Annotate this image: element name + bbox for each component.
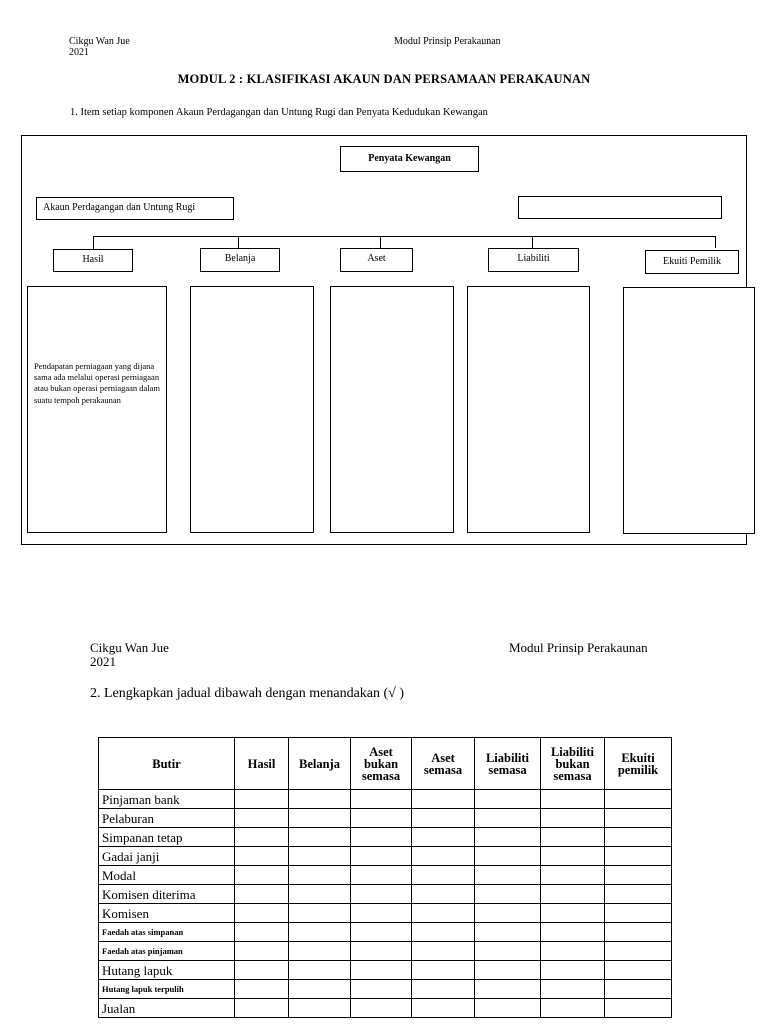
checkbox-cell[interactable] [235,904,289,923]
description-hasil: Pendapatan perniagaan yang dijana sama ada melalui operasi perniagaan atau bukan operasi perniagaan dalam suatu tempoh perakaunan [34,361,161,405]
checkbox-cell[interactable] [412,828,475,847]
description-box-belanja [190,286,314,533]
branch-akaun-perdagangan: Akaun Perdagangan dan Untung Rugi [36,197,234,220]
root-node-penyata-kewangan: Penyata Kewangan [340,146,479,172]
checkbox-cell[interactable] [541,790,605,809]
row-item-label: Faedah atas simpanan [99,923,235,942]
checkbox-cell[interactable] [351,809,412,828]
checkbox-cell[interactable] [289,809,351,828]
row-item-label: Pelaburan [99,809,235,828]
row-item-label: Faedah atas pinjaman [99,942,235,961]
checkbox-cell[interactable] [412,961,475,980]
table-row [99,980,672,999]
checkbox-cell[interactable] [541,809,605,828]
checkbox-cell[interactable] [351,961,412,980]
checkbox-cell[interactable] [351,942,412,961]
description-box-liabiliti [467,286,590,533]
row-item-label: Komisen diterima [99,885,235,904]
page1-header-module: Modul Prinsip Perakaunan [394,36,501,47]
column-header: Liabiliti bukan semasa [541,738,605,790]
column-header: Ekuiti pemilik [605,738,672,790]
row-item-label: Gadai janji [99,847,235,866]
classification-table [98,737,672,1018]
checkbox-cell[interactable] [351,980,412,999]
page2-header-author: Cikgu Wan Jue 2021 [90,640,169,669]
column-header: Aset semasa [412,738,475,790]
column-header: Liabiliti semasa [475,738,541,790]
checkbox-cell[interactable] [475,828,541,847]
checkbox-cell[interactable] [605,885,672,904]
leaf-aset: Aset [340,248,413,272]
connector-aset [380,236,381,248]
column-header: Aset bukan semasa [351,738,412,790]
checkbox-cell[interactable] [412,980,475,999]
row-item-label: Jualan [99,999,235,1018]
connector-horizontal [93,236,716,237]
checkbox-cell[interactable] [605,790,672,809]
table-row [99,923,672,942]
checkbox-cell[interactable] [605,847,672,866]
connector-hasil [93,236,94,249]
checkbox-cell[interactable] [412,847,475,866]
checkbox-cell[interactable] [351,999,412,1018]
checkbox-cell[interactable] [351,885,412,904]
checkbox-cell[interactable] [475,790,541,809]
checkbox-cell[interactable] [289,866,351,885]
checkbox-cell[interactable] [541,828,605,847]
checkbox-cell[interactable] [351,904,412,923]
checkbox-cell[interactable] [351,790,412,809]
table-row [99,828,672,847]
checkbox-cell[interactable] [235,999,289,1018]
description-box-hasil [27,286,167,533]
checkbox-cell[interactable] [605,866,672,885]
checkbox-cell[interactable] [351,847,412,866]
checkbox-cell[interactable] [475,923,541,942]
row-item-label: Hutang lapuk terpulih [99,980,235,999]
checkbox-cell[interactable] [235,923,289,942]
branch-blank-box [518,196,722,219]
table-row [99,942,672,961]
checkbox-cell[interactable] [605,904,672,923]
checkbox-cell[interactable] [412,809,475,828]
leaf-liabiliti: Liabiliti [488,248,579,272]
checkbox-cell[interactable] [605,942,672,961]
checkbox-cell[interactable] [351,923,412,942]
checkbox-cell[interactable] [289,904,351,923]
checkbox-cell[interactable] [475,809,541,828]
table-row [99,961,672,980]
checkbox-cell[interactable] [289,961,351,980]
checkbox-cell[interactable] [475,961,541,980]
checkbox-cell[interactable] [605,961,672,980]
table-row [99,847,672,866]
row-item-label: Hutang lapuk [99,961,235,980]
checkbox-cell[interactable] [475,942,541,961]
checkbox-cell[interactable] [289,790,351,809]
checkbox-cell[interactable] [541,904,605,923]
checkbox-cell[interactable] [289,923,351,942]
diagram-frame [21,135,747,545]
connector-ekuiti [715,236,716,248]
description-box-ekuiti [623,287,755,534]
checkbox-cell[interactable] [412,790,475,809]
page1-header-author: Cikgu Wan Jue 2021 [69,36,130,58]
checkbox-cell[interactable] [289,885,351,904]
checkbox-cell[interactable] [235,866,289,885]
checkbox-cell[interactable] [289,999,351,1018]
table-row [99,790,672,809]
checkbox-cell[interactable] [605,923,672,942]
checkbox-cell[interactable] [289,942,351,961]
checkbox-cell[interactable] [541,866,605,885]
table-row [99,866,672,885]
checkbox-cell[interactable] [541,961,605,980]
checkbox-cell[interactable] [541,980,605,999]
checkbox-cell[interactable] [412,904,475,923]
checkbox-cell[interactable] [412,923,475,942]
checkbox-cell[interactable] [605,980,672,999]
row-item-label: Komisen [99,904,235,923]
leaf-hasil: Hasil [53,249,133,272]
checkbox-cell[interactable] [475,999,541,1018]
table-header-row [99,738,672,790]
checkbox-cell[interactable] [235,828,289,847]
checkbox-cell[interactable] [235,980,289,999]
checkbox-cell[interactable] [475,980,541,999]
row-item-label: Pinjaman bank [99,790,235,809]
leaf-ekuiti-pemilik: Ekuiti Pemilik [645,250,739,274]
checkbox-cell[interactable] [475,866,541,885]
table-row [99,904,672,923]
table-row [99,885,672,904]
question-2: 2. Lengkapkan jadual dibawah dengan menandakan (√ ) [90,686,405,701]
page2-header-module: Modul Prinsip Perakaunan [509,640,648,655]
checkbox-cell[interactable] [412,942,475,961]
checkbox-cell[interactable] [289,828,351,847]
checkbox-cell[interactable] [605,828,672,847]
column-header: Butir [99,738,235,790]
connector-belanja [238,236,239,248]
checkbox-cell[interactable] [235,885,289,904]
column-header: Hasil [235,738,289,790]
checkbox-cell[interactable] [235,961,289,980]
checkbox-cell[interactable] [235,809,289,828]
checkbox-cell[interactable] [235,790,289,809]
question-1: 1. Item setiap komponen Akaun Perdagangan dan Untung Rugi dan Penyata Kedudukan Kewangan [70,107,488,118]
checkbox-cell[interactable] [351,866,412,885]
checkbox-cell[interactable] [605,999,672,1018]
checkbox-cell[interactable] [289,980,351,999]
checkbox-cell[interactable] [541,885,605,904]
checkbox-cell[interactable] [289,847,351,866]
checkbox-cell[interactable] [412,866,475,885]
table-row [99,999,672,1018]
column-header: Belanja [289,738,351,790]
page-title: MODUL 2 : KLASIFIKASI AKAUN DAN PERSAMAAN PERAKAUNAN [177,72,591,86]
checkbox-cell[interactable] [475,885,541,904]
checkbox-cell[interactable] [235,942,289,961]
checkbox-cell[interactable] [412,885,475,904]
checkbox-cell[interactable] [541,999,605,1018]
checkbox-cell[interactable] [412,999,475,1018]
table-row [99,809,672,828]
connector-liabiliti [532,236,533,248]
row-item-label: Simpanan tetap [99,828,235,847]
checkbox-cell[interactable] [351,828,412,847]
checkbox-cell[interactable] [541,942,605,961]
checkbox-cell[interactable] [541,923,605,942]
checkbox-cell[interactable] [475,847,541,866]
checkbox-cell[interactable] [475,904,541,923]
leaf-belanja: Belanja [200,248,280,272]
description-box-aset [330,286,454,533]
checkbox-cell[interactable] [605,809,672,828]
row-item-label: Modal [99,866,235,885]
checkbox-cell[interactable] [541,847,605,866]
checkbox-cell[interactable] [235,847,289,866]
